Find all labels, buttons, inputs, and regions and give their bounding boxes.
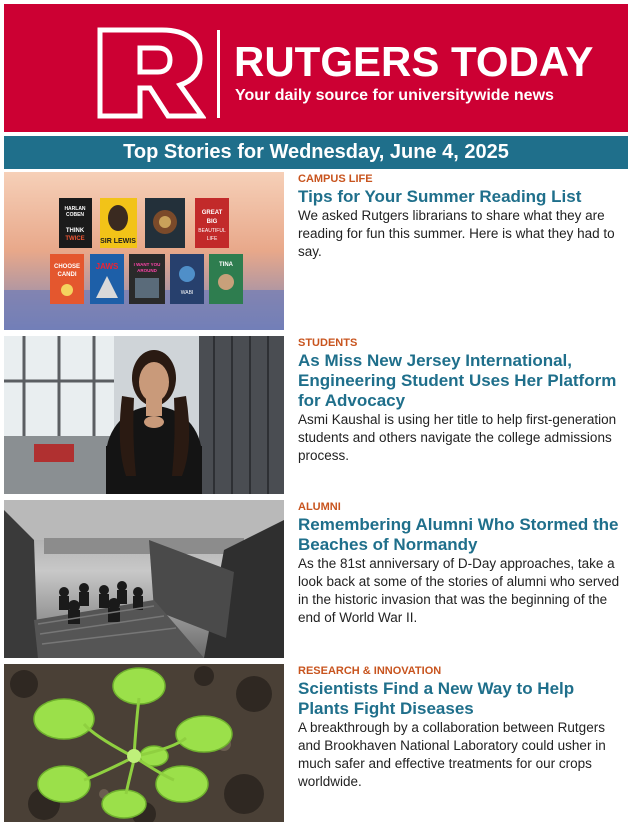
story-headline-link[interactable]: As Miss New Jersey International, Engineering Student Uses Her Platform for Advocacy [298, 351, 617, 410]
svg-text:JAWS: JAWS [95, 262, 119, 271]
story-text [298, 500, 628, 627]
book-cover-2 [100, 198, 137, 248]
svg-text:HARLAN: HARLAN [64, 206, 86, 212]
brand-title[interactable]: RUTGERS TODAY [234, 38, 594, 85]
story-text [298, 336, 628, 465]
svg-text:COBEN: COBEN [65, 212, 85, 218]
svg-text:WABI: WABI [180, 290, 194, 296]
book-cover-6 [90, 254, 124, 304]
svg-text:TWICE: TWICE [65, 236, 85, 242]
story-text [298, 664, 628, 791]
story-summary: A breakthrough by a collaboration between Rutgers and Brookhaven National Laboratory could usher in much safer and effective treatments for our crops worldwide. [298, 720, 606, 789]
story-alumni [4, 500, 628, 658]
story-image-plant[interactable] [4, 664, 284, 822]
story-category: RESEARCH & INNOVATION [298, 665, 442, 677]
story-research [4, 664, 628, 822]
book-cover-8 [170, 254, 204, 304]
svg-text:SIR LEWIS: SIR LEWIS [100, 238, 136, 245]
story-category: STUDENTS [298, 337, 358, 349]
story-headline-link[interactable]: Scientists Find a New Way to Help Plants Fight Diseases [298, 679, 575, 718]
rutgers-r-logo[interactable] [96, 26, 206, 120]
story-image-miss-nj[interactable] [4, 336, 284, 494]
story-students [4, 336, 628, 494]
svg-text:THINK: THINK [65, 228, 85, 234]
book-cover-5 [50, 254, 84, 304]
story-image-books[interactable] [4, 172, 284, 330]
svg-text:CANDI: CANDI [57, 272, 77, 278]
book-cover-4 [195, 198, 229, 248]
svg-text:GREAT: GREAT [201, 210, 223, 216]
story-text [298, 172, 628, 261]
book-cover-7 [129, 254, 165, 304]
svg-text:TINA: TINA [219, 262, 233, 268]
brand-tagline: Your daily source for universitywide news [235, 87, 554, 104]
story-summary: As the 81st anniversary of D-Day approaches, take a look back at some of the stories of alumni who served in the historic invasion that was the beginning of the end of World War II. [298, 556, 620, 625]
svg-text:I WANT YOU: I WANT YOU [133, 262, 161, 267]
story-image-normandy[interactable] [4, 500, 284, 658]
story-category: ALUMNI [298, 501, 341, 513]
story-headline-link[interactable]: Remembering Alumni Who Stormed the Beaches of Normandy [298, 515, 619, 554]
book-cover-9 [209, 254, 243, 304]
svg-text:LIFE: LIFE [206, 236, 218, 242]
book-cover-1 [59, 198, 92, 248]
svg-text:CHOOSE: CHOOSE [53, 264, 81, 270]
svg-text:BEAUTIFUL: BEAUTIFUL [198, 228, 226, 234]
story-category: CAMPUS LIFE [298, 173, 373, 185]
book-cover-3 [145, 198, 185, 248]
story-headline-link[interactable]: Tips for Your Summer Reading List [298, 187, 582, 206]
svg-text:BIG: BIG [206, 219, 218, 225]
story-summary: Asmi Kaushal is using her title to help first-generation students and others navigate the college admissions process. [298, 412, 617, 463]
header-divider [217, 30, 220, 118]
svg-text:AROUND: AROUND [137, 268, 157, 273]
story-campus-life [4, 172, 628, 330]
top-stories-date-bar: Top Stories for Wednesday, June 4, 2025 [4, 136, 628, 169]
story-summary: We asked Rutgers librarians to share what they are reading for fun this summer. Here is what they had to say. [298, 208, 615, 259]
masthead [4, 4, 628, 132]
